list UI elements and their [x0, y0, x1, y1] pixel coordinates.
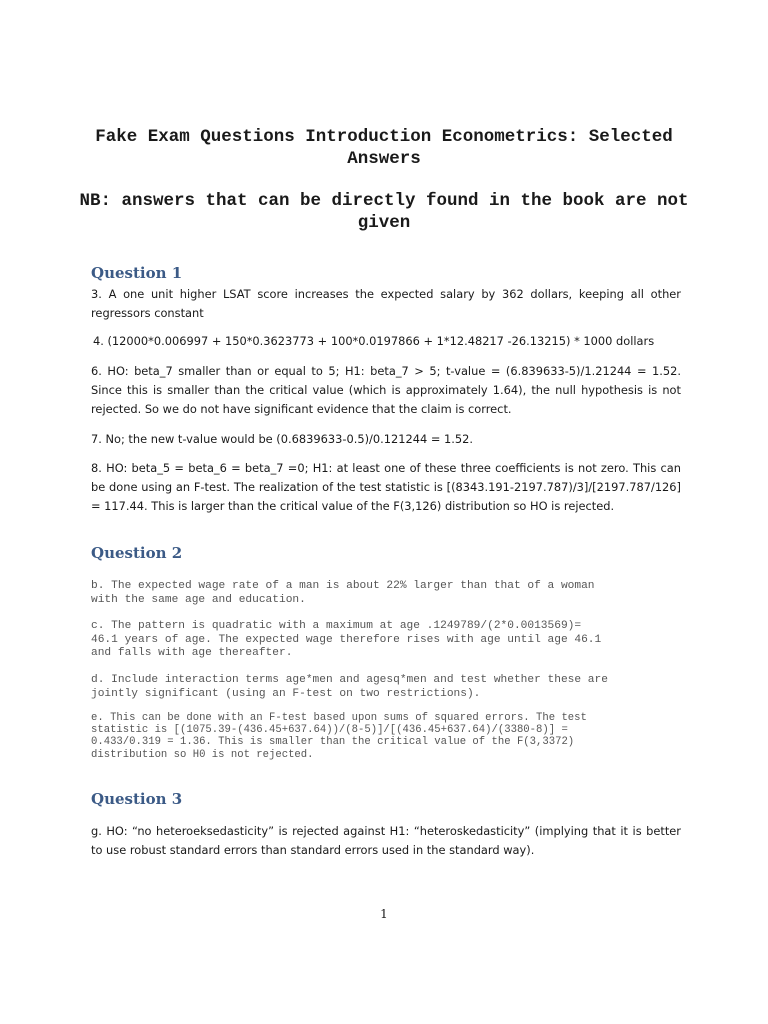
question-3-heading: Question 3 [91, 790, 183, 808]
question-2-heading: Question 2 [91, 544, 183, 562]
document-subtitle: NB: answers that can be directly found in the book are not given [79, 191, 689, 233]
q1-answer-8: 8. HO: beta_5 = beta_6 = beta_7 =0; H1: at least one of these three coefficients is not zero. This can be done using an F-test. The realization of the test statistic is [(8343.191-2197.787)/3]/[2197.787/126] = 117.44. This is larger than the critical value of the F(3,126) distribution so HO is rejected. [91, 461, 681, 513]
page-number: 1 [380, 907, 388, 921]
q2-answer-c: c. The pattern is quadratic with a maximum at age .1249789/(2*0.0013569)= 46.1 years of age. The expected wage therefore rises with age until age 46.1 and falls with age thereafter. [91, 620, 602, 659]
q1-answer-4: 4. (12000*0.006997 + 150*0.3623773 + 100*0.0197866 + 1*12.48217 -26.13215) * 1000 dollars [93, 334, 655, 348]
q3-answer-g: g. HO: “no heteroeksedasticity” is rejected against H1: “heteroskedasticity” (implying that it is better to use robust standard errors than standard errors used in the standard way). [91, 824, 681, 857]
title-block [60, 126, 708, 234]
q1-answer-6: 6. HO: beta_7 smaller than or equal to 5; H1: beta_7 > 5; t-value = (6.839633-5)/1.21244 = 1.52. Since this is smaller than the critical value (which is approximately 1.64), the null hypothesis is not rejected. So we do not have significant evidence that the claim is correct. [91, 364, 681, 416]
q1-answer-7: 7. No; the new t-value would be (0.6839633-0.5)/0.121244 = 1.52. [91, 432, 473, 446]
q2-answer-d: d. Include interaction terms age*men and agesq*men and test whether these are jointly significant (using an F-test on two restrictions). [91, 674, 608, 700]
q1-answer-3: 3. A one unit higher LSAT score increases the expected salary by 362 dollars, keeping all other regressors constant [91, 287, 681, 320]
q2-answer-b: b. The expected wage rate of a man is about 22% larger than that of a woman with the same age and education. [91, 580, 595, 606]
document-title: Fake Exam Questions Introduction Econometrics: Selected Answers [95, 127, 673, 169]
question-1-heading: Question 1 [91, 264, 183, 282]
q2-answer-e: e. This can be done with an F-test based upon sums of squared errors. The test statistic is [(1075.39-(436.45+637.64))/(8-5)]/[(436.45+637.64)/(3380-8)] = 0.433/0.319 = 1.36. This is smaller than the critical value of the F(3,3372) distribution so H0 is not rejected. [91, 712, 587, 761]
